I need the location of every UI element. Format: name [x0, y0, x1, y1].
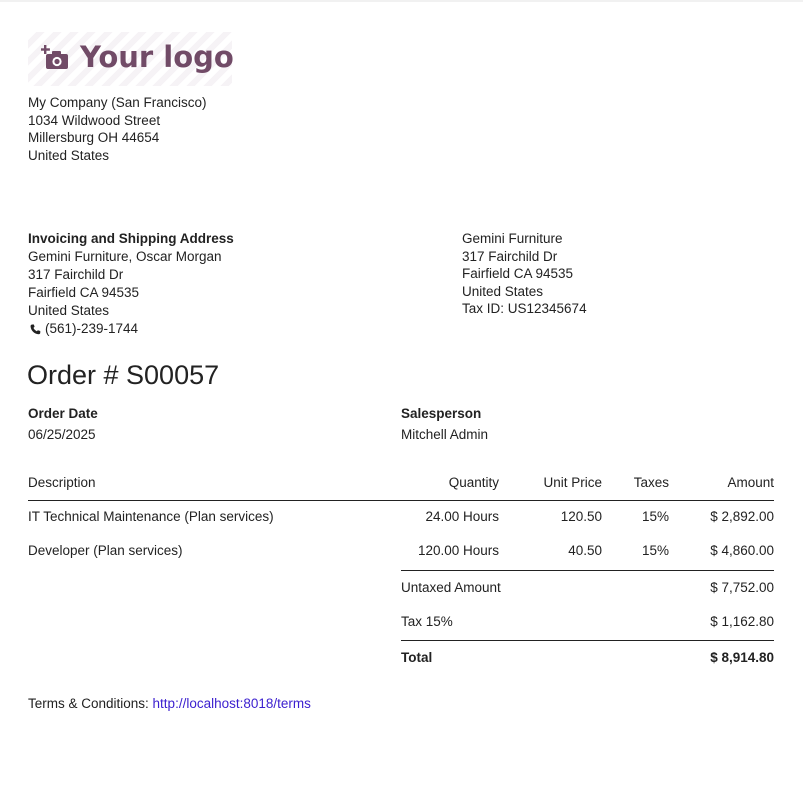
line-unit-price: 40.50: [568, 543, 602, 558]
company-street: 1034 Wildwood Street: [28, 112, 161, 128]
invoicing-heading: Invoicing and Shipping Address: [28, 231, 234, 246]
customer-address: [462, 230, 587, 318]
total-row: [401, 640, 774, 675]
top-divider: [0, 0, 803, 2]
invoicing-phone-row: [28, 320, 234, 338]
camera-plus-icon: [41, 45, 69, 71]
company-logo: [28, 32, 232, 86]
header-unit-price: Unit Price: [543, 475, 602, 490]
order-lines-table: [28, 468, 774, 569]
table-row: [28, 501, 774, 535]
company-country: United States: [28, 147, 110, 163]
invoicing-country: United States: [28, 303, 110, 318]
invoicing-street: 317 Fairchild Dr: [28, 267, 124, 282]
header-amount: Amount: [727, 475, 774, 490]
line-amount: $ 4,860.00: [710, 543, 774, 558]
invoicing-phone: (561)-239-1744: [45, 321, 139, 336]
table-header: [28, 468, 774, 501]
customer-name: Gemini Furniture: [462, 231, 563, 246]
line-description: IT Technical Maintenance (Plan services): [28, 509, 274, 524]
line-amount: $ 2,892.00: [710, 509, 774, 524]
total-label: Total: [401, 650, 433, 665]
customer-country: United States: [462, 283, 544, 299]
tax-row: [401, 605, 774, 640]
salesperson-value: Mitchell Admin: [401, 427, 489, 442]
invoicing-city: Fairfield CA 94535: [28, 285, 140, 300]
totals-block: [401, 570, 774, 675]
order-date-value: 06/25/2025: [28, 427, 96, 442]
company-name: My Company (San Francisco): [28, 95, 207, 110]
line-description: Developer (Plan services): [28, 543, 183, 558]
line-quantity: 120.00 Hours: [417, 543, 499, 558]
customer-street: 317 Fairchild Dr: [462, 248, 558, 264]
terms-and-conditions: [28, 696, 311, 711]
header-taxes: Taxes: [633, 475, 669, 490]
invoicing-address: [28, 230, 234, 338]
tax-label: Tax 15%: [401, 614, 453, 629]
line-quantity: 24.00 Hours: [425, 509, 499, 524]
company-city: Millersburg OH 44654: [28, 130, 160, 145]
line-taxes: 15%: [641, 543, 669, 558]
logo-text: Your logo: [80, 40, 234, 74]
untaxed-label: Untaxed Amount: [401, 580, 501, 595]
line-taxes: 15%: [641, 509, 669, 524]
total-value: $ 8,914.80: [710, 650, 774, 665]
order-date-label: Order Date: [28, 406, 98, 421]
salesperson-label: Salesperson: [401, 406, 482, 421]
table-row: [28, 535, 774, 569]
terms-label: Terms & Conditions:: [28, 696, 153, 711]
customer-city: Fairfield CA 94535: [462, 266, 574, 281]
customer-tax-id: Tax ID: US12345674: [462, 301, 587, 316]
header-description: Description: [28, 475, 96, 490]
header-quantity: Quantity: [448, 475, 499, 490]
terms-link[interactable]: http://localhost:8018/terms: [152, 696, 311, 711]
company-address: [28, 94, 207, 164]
phone-icon: [30, 324, 41, 335]
line-unit-price: 120.50: [560, 509, 602, 524]
invoicing-name: Gemini Furniture, Oscar Morgan: [28, 249, 222, 264]
order-title: Order # S00057: [27, 360, 220, 390]
tax-value: $ 1,162.80: [710, 614, 774, 629]
untaxed-row: [401, 570, 774, 605]
untaxed-value: $ 7,752.00: [710, 580, 774, 595]
